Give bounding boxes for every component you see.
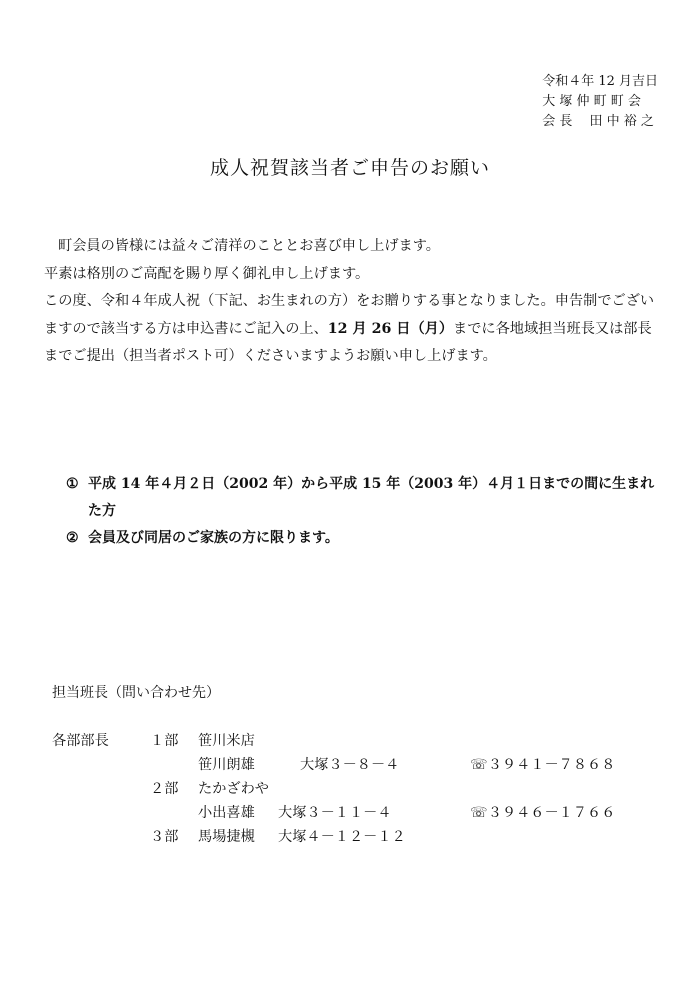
leader-name: 小出喜雄 [198, 805, 255, 821]
request-text-end: までに各地域担当班長又は部長までご提出（担当者ポスト可）くださいますようお願い申し上げます。 [44, 320, 652, 364]
condition-text: 平成 14 年４月２日（2002 年）から平成 15 年（2003 年）４月１日までの間に生まれた方 [88, 476, 655, 519]
organization-name: 大 塚 仲 町 町 会 [542, 94, 641, 109]
dept-label: ３部 [150, 829, 179, 845]
shop-name: 笹川米店 [198, 733, 255, 749]
leader-address: 大塚３－８－４ [300, 757, 400, 773]
condition-number: ① [66, 476, 79, 492]
leader-name: 笹川朗雄 [198, 757, 255, 773]
conditions-list [66, 471, 666, 552]
letter-body [44, 233, 664, 371]
leader-phone: ☏３９４６－１７６６ [470, 805, 616, 821]
contacts-heading: 担当班長（問い合わせ先） [52, 685, 220, 701]
leader-name: 馬場捷槻 [198, 829, 255, 845]
issue-date: 令和４年 12 月吉日 [542, 74, 658, 89]
request-text-start: この度、令和４年成人祝（下記、お生まれの方）をお贈りする事となりました。申告制でございますので該当する方は申込書にご記入の上、 [44, 293, 655, 337]
thanks-paragraph: 平素は格別のご高配を賜り厚く御礼申し上げます。 [44, 265, 370, 282]
letter-header [542, 72, 658, 132]
leader-address: 大塚４－１２－１２ [278, 829, 406, 845]
leader-address: 大塚３－１１－４ [278, 805, 392, 821]
shop-name: たかざわや [198, 781, 269, 797]
dept-label: １部 [150, 733, 179, 749]
dept-label: ２部 [150, 781, 179, 797]
condition-item [66, 471, 666, 525]
leader-phone: ☏３９４１－７８６８ [470, 757, 616, 773]
condition-text: 会員及び同居のご家族の方に限ります。 [88, 530, 339, 546]
greeting-paragraph: 町会員の皆様には益々ご清祥のこととお喜び申し上げます。 [58, 238, 440, 254]
contacts-label: 各部部長 [52, 733, 109, 749]
deadline-date: 12 月 26 日（月） [327, 320, 454, 337]
request-paragraph [44, 288, 664, 371]
page-title: 成人祝賀該当者ご申告のお願い [209, 157, 490, 179]
condition-number: ② [66, 530, 79, 546]
condition-item [66, 525, 666, 552]
president-name: 会 長 田 中 裕 之 [542, 114, 654, 129]
